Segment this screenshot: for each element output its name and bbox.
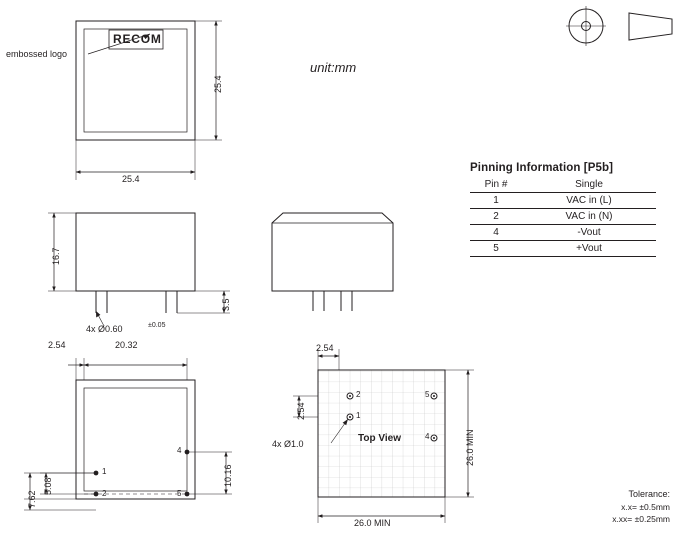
front-height-dim: 25.4 (213, 75, 223, 93)
table-row (470, 241, 656, 257)
bottom-left-dim-762: 7.62 (27, 490, 37, 508)
footprint-height-dim: 26.0 MIN (465, 429, 475, 466)
pin-diameter-note: 4x Ø0.60 (86, 324, 123, 334)
top-view-title: Top View (358, 433, 401, 444)
header-pin: Pin # (470, 177, 522, 193)
pinning-table (470, 177, 656, 257)
tolerance-line-2: x.xx= ±0.25mm (612, 514, 670, 525)
footprint-pad-5-label: 5 (425, 390, 430, 399)
pin-diameter-tolerance: ±0.05 (148, 322, 166, 329)
pin-function: +Vout (522, 241, 656, 257)
table-row (470, 193, 656, 209)
table-row (470, 209, 656, 225)
footprint-width-dim: 26.0 MIN (354, 518, 391, 528)
table-row (470, 225, 656, 241)
bottom-right-dim-1016: 10.16 (223, 464, 233, 487)
footprint-pad-2-label: 2 (356, 390, 361, 399)
bottom-body-width-dim: 20.32 (115, 340, 138, 350)
bottom-left-dim-508: 5.08 (43, 477, 53, 495)
footprint-hole-note: 4x Ø1.0 (272, 439, 304, 449)
pin-number: 5 (470, 241, 522, 257)
footprint-top-pitch-dim: 2.54 (316, 343, 334, 353)
bottom-pin-4-label: 4 (177, 446, 182, 455)
front-width-dim: 25.4 (122, 174, 140, 184)
bottom-pin-5-label: 5 (177, 489, 182, 498)
footprint-left-pitch-dim: 2.54 (296, 402, 306, 420)
pin-function: VAC in (N) (522, 209, 656, 225)
pin-function: -Vout (522, 225, 656, 241)
pin-number: 2 (470, 209, 522, 225)
unit-note: unit:mm (310, 60, 357, 75)
table-header-row (470, 177, 656, 193)
bottom-pitch-dim: 2.54 (48, 340, 66, 350)
footprint-pad-1-label: 1 (356, 411, 361, 420)
tolerance-heading: Tolerance: (628, 489, 670, 499)
embossed-logo-callout: embossed logo (6, 49, 68, 59)
tolerance-note (612, 488, 670, 526)
recom-logo-text: RECOM (113, 32, 162, 46)
pin-number: 4 (470, 225, 522, 241)
pinning-information-panel (470, 162, 656, 257)
bottom-pin-2-label: 2 (102, 489, 107, 498)
header-single: Single (522, 177, 656, 193)
side-height-dim: 16.7 (51, 247, 61, 265)
pin-number: 1 (470, 193, 522, 209)
pin-length-dim: 3.5 (221, 298, 231, 311)
pinning-title: Pinning Information [P5b] (470, 162, 614, 174)
pin-function: VAC in (L) (522, 193, 656, 209)
bottom-pin-1-label: 1 (102, 467, 107, 476)
footprint-pad-4-label: 4 (425, 432, 430, 441)
tolerance-line-1: x.x= ±0.5mm (621, 502, 670, 513)
